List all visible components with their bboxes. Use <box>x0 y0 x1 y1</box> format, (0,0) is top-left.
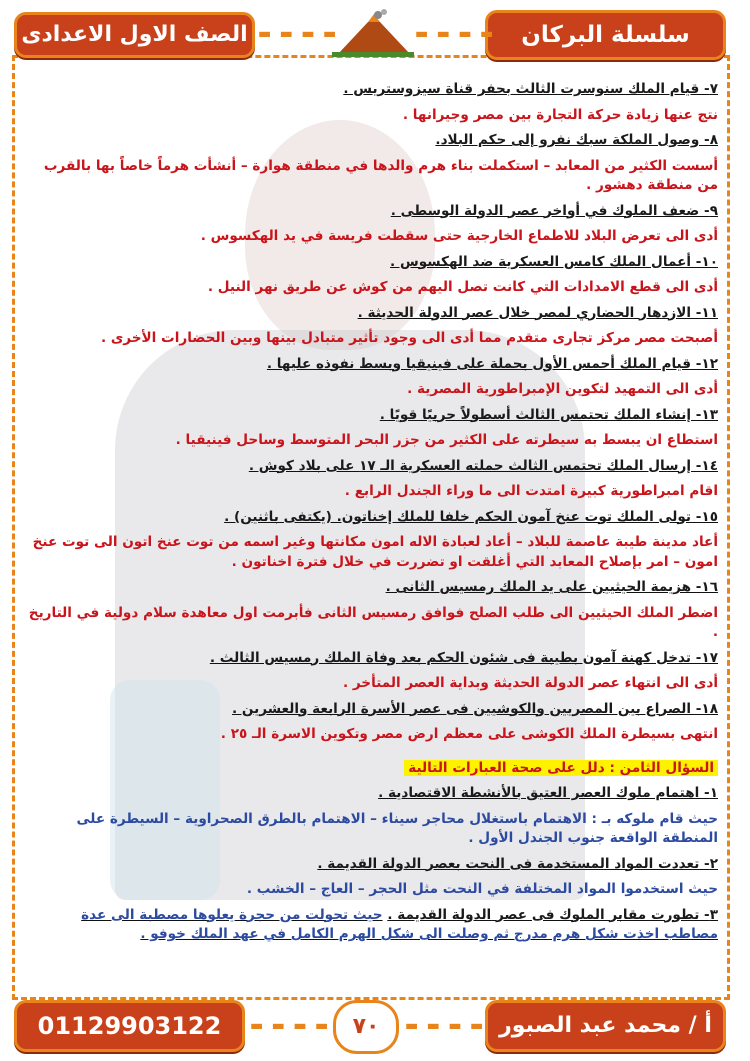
question-line <box>26 457 718 477</box>
teacher-badge <box>485 1000 726 1052</box>
proof-line: حيث استخدموا المواد المختلفة في النحت مثل الحجر – العاج – الخشب . <box>246 881 718 897</box>
grade-badge <box>14 12 255 58</box>
question-line <box>26 253 718 273</box>
footer-dash-decoration-right: ▬ ▬ ▬ ▬ <box>405 1018 486 1034</box>
question-text: ١١- الازدهار الحضاري لمصر خلال عصر الدولة الحديثة . <box>357 304 718 321</box>
question-text: ١٥- تولى الملك توت عنخ آمون الحكم خلفا للملك إخناتون. (يكتفى باثنين) . <box>224 508 718 525</box>
question-text: ٨- وصول الملكة سبك نفرو إلى حكم البلاد. <box>435 132 718 148</box>
phone-number: 01129903122 <box>37 1012 222 1040</box>
question-text: ١٨- الصراع بين المصريين والكوشيين فى عصر الأسرة الرابعة والعشرين . <box>232 700 718 717</box>
page-number-badge <box>333 1000 399 1054</box>
page-number: ٧٠ <box>352 1014 380 1039</box>
question-text: ١٣- إنشاء الملك تحتمس الثالث أسطولاً حربيًا قويًا . <box>379 406 718 423</box>
question-line <box>26 578 718 598</box>
answer-line: اقام امبراطورية كبيرة امتدت الى ما وراء الجندل الرابع . <box>344 483 718 499</box>
answer-line: أدى الى انتهاء عصر الدولة الحديثة وبداية العصر المتأخر . <box>342 675 718 691</box>
question-line <box>26 406 718 426</box>
page-content <box>26 80 718 951</box>
question-text: ١٦- هزيمة الحيثيين على يد الملك رمسيس الثانى . <box>385 579 718 595</box>
footer-dash-decoration-left: ▬ ▬ ▬ ▬ <box>250 1018 331 1034</box>
question-line <box>26 508 718 528</box>
question-line <box>26 202 718 222</box>
series-title-badge <box>485 10 726 60</box>
proof-text: حيث تحولت من حجرة يعلوها مصطبة الى عدة مصاطب اخذت شكل هرم مدرج ثم وصلت الى شكل الهرم الكامل في عهد الملك خوفو . <box>81 906 718 942</box>
section-heading: السؤال الثامن : دلل على صحة العبارات التالية <box>404 760 718 776</box>
question-line <box>26 355 718 375</box>
statement-text: ٣- تطورت مقابر الملوك فى عصر الدولة القديمة . <box>387 906 718 923</box>
question-text: ١٧- تدخل كهنة آمون بطيبة فى شئون الحكم بعد وفاة الملك رمسيس الثالث . <box>209 649 718 666</box>
statement-line <box>26 906 718 945</box>
question-text: ١٠- أعمال الملك كامس العسكرية ضد الهكسوس . <box>390 253 718 270</box>
answer-line: انتهى بسيطرة الملك الكوشى على معظم ارض مصر وتكوين الاسرة الـ ٢٥ . <box>220 726 718 742</box>
teacher-name: أ / محمد عبد الصبور <box>499 1013 712 1038</box>
question-line <box>26 700 718 720</box>
volcano-icon <box>328 8 418 58</box>
answer-line: استطاع ان يبسط به سيطرته على الكثير من جزر البحر المتوسط وساحل فينيقيا . <box>175 432 718 448</box>
answer-line: اضطر الملك الحيثيين الى طلب الصلح فوافق رمسيس الثانى فأبرمت اول معاهدة سلام دولية في التاريخ . <box>28 604 718 640</box>
answer-line: أدى الى تعرض البلاد للاطماع الخارجية حتى سقطت فريسة في يد الهكسوس . <box>200 228 718 244</box>
proof-line: حيث قام ملوكه بـ : الاهتمام باستغلال محاجر سيناء – الاهتمام بالطرق الصحراوية – السيطرة على المنطقة الواقعة جنوب الجندل الأول . <box>76 810 718 846</box>
question-text: ٧- قيام الملك سنوسرت الثالث بحفر قناة سيزوستريس . <box>343 81 718 97</box>
answer-line: نتج عنها زيادة حركة التجارة بين مصر وجيرانها . <box>402 106 718 123</box>
grade-label: الصف الاول الاعدادى <box>21 22 248 47</box>
question-text: ١٤- إرسال الملك تحتمس الثالث حملته العسكرية الـ ١٧ على بلاد كوش . <box>248 457 718 474</box>
answer-line: أصبحت مصر مركز تجارى متقدم مما أدى الى وجود تأثير متبادل بينها وبين الحضارات الأخرى . <box>100 330 718 346</box>
statement-line <box>26 784 718 804</box>
statement-text: ٢- تعددت المواد المستخدمة فى النحت بعصر الدولة القديمة . <box>317 855 718 872</box>
statement-line <box>26 855 718 875</box>
answer-line: أسست الكثير من المعابد – استكملت بناء هرم والدها في منطقة هوارة – أنشأت هرماً خاصاً بها بالقرب من منطقة دهشور . <box>43 157 718 193</box>
question-text: ٩- ضعف الملوك في أواخر عصر الدولة الوسطى . <box>390 202 718 219</box>
answer-line: أدى الى قطع الامدادات التي كانت تصل اليهم من كوش عن طريق نهر النيل . <box>207 279 718 295</box>
question-line <box>26 304 718 324</box>
phone-badge <box>14 1000 245 1052</box>
header-dash-decoration-right: ▬ ▬ ▬ ▬ <box>415 26 496 42</box>
header-dash-decoration-left: ▬ ▬ ▬ ▬ <box>258 26 339 42</box>
section-heading-line <box>26 759 718 779</box>
question-line <box>26 80 718 100</box>
answer-line: أعاد مدينة طيبة عاصمة للبلاد – أعاد لعبادة الاله امون مكانتها وغير اسمه من توت عنخ اتون الى توت عنخ امون – امر بإصلاح المعابد التي أغلقت او تضررت في خلال فترة اخناتون . <box>32 534 718 570</box>
question-line <box>26 649 718 669</box>
series-title: سلسلة البركان <box>521 22 690 48</box>
statement-text: ١- اهتمام ملوك العصر العتيق بالأنشطة الاقتصادية . <box>378 785 718 801</box>
answer-line: أدى الى التمهيد لتكوين الإمبراطورية المصرية . <box>407 381 718 397</box>
question-line <box>26 131 718 151</box>
question-text: ١٢- قيام الملك أحمس الأول بحملة على فينيقيا وبسط نفوذه عليها . <box>266 355 718 372</box>
